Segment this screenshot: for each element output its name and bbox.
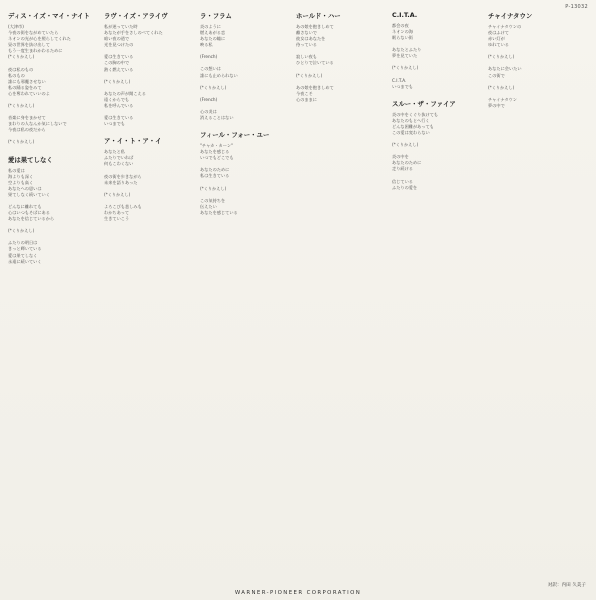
lyric-line: (French): [200, 96, 218, 102]
song-title: スルー・ザ・ファイア: [392, 99, 456, 108]
song-title: フィール・フォー・ユー: [200, 131, 270, 140]
lyric-line: (*くりかえし): [8, 228, 35, 234]
lyric-line: 今夜こそ: [296, 90, 313, 96]
lyric-line: 炎の中を: [392, 154, 409, 160]
lyric-line: 今夜の街をながめていたら: [8, 30, 59, 36]
lyric-column-5: [392, 8, 482, 197]
lyric-line: 私を呼んでいる: [104, 102, 134, 108]
lyric-line: 昼の世界を抜け出して: [8, 42, 50, 48]
song-gap: [392, 191, 482, 197]
lyric-line: (*くりかえし): [8, 139, 35, 145]
song-gap: [392, 90, 482, 96]
lyric-line: 眠らない街: [392, 35, 413, 41]
song-title: ア・イ・ト・ア・イ: [104, 137, 162, 146]
lyric-line: きっと輝いている: [8, 246, 42, 252]
lyric-line: どんな困難があっても: [392, 123, 434, 129]
lyric-line: あなたが手をさしのべてくれた: [104, 30, 163, 36]
lyric-line: 夜の街を歩きながら: [104, 173, 142, 179]
song-gap: [104, 127, 194, 133]
lyric-line: あなたのために: [392, 160, 422, 166]
lyric-line: わかちあって: [104, 209, 130, 215]
lyric-line: (*くりかえし): [296, 72, 323, 78]
lyric-line: あなたを感じている: [200, 209, 238, 215]
lyric-line: 空よりも高く: [8, 179, 34, 185]
lyric-line: いつまでも: [392, 83, 413, 89]
lyric-line: (French): [200, 54, 218, 60]
lyric-line: (大津市): [8, 24, 24, 29]
lyric-line: ふたりの愛を: [392, 184, 418, 190]
lyric-line: 光を見つけたの: [104, 42, 134, 48]
lyric-line: 待っている: [296, 42, 317, 48]
lyric-line: ふたりでいれば: [104, 155, 134, 161]
lyric-line: 伝えたい: [200, 203, 217, 209]
lyric-line: "チャカ・カーン": [200, 143, 233, 149]
song-gap: [104, 222, 194, 228]
song-gap: [8, 146, 98, 152]
lyric-line: 消えることはない: [200, 114, 234, 120]
lyric-line: 愛は生きている: [104, 54, 134, 60]
lyric-column-2: [104, 8, 194, 228]
lyric-line: 心はいつもそばにある: [8, 210, 50, 216]
lyric-line: あなたの瞳に: [200, 36, 226, 42]
song-title: ホールド・ハー: [296, 12, 341, 20]
lyric-line: 私が迷っていた時: [104, 24, 138, 29]
lyric-line: 遠くからでも: [104, 96, 130, 102]
lyric-line: 愛は果てしなく: [8, 252, 38, 258]
lyric-line: あなたを信じているから: [8, 216, 55, 222]
lyric-line: あなたに会いたい: [488, 66, 522, 72]
lyric-line: 信じている: [392, 178, 413, 184]
lyric-line: 愛は生きている: [104, 115, 134, 121]
lyric-line: 音楽に身をまかせて: [8, 115, 46, 121]
lyric-line: あなたの声が聞こえる: [104, 90, 146, 96]
lyric-line: 夜は私のもの: [8, 66, 34, 72]
lyric-line: あなたを感じる: [200, 149, 230, 155]
song-title: チャイナタウン: [488, 12, 533, 20]
song-gap: [8, 265, 98, 271]
song-gap: [488, 109, 578, 115]
lyric-line: あの娘を抱きしめて: [296, 24, 334, 29]
lyric-line: チャイナタウンの: [488, 24, 522, 29]
lyric-line: 炎の中をくぐり抜けても: [392, 111, 439, 117]
lyric-line: 夢の中で: [488, 102, 505, 108]
lyric-line: 炎のように: [200, 24, 221, 29]
lyric-line: もう一度生まれかわるために: [8, 48, 63, 54]
lyric-line: 走り続ける: [392, 166, 413, 172]
lyric-line: この胸の中で: [104, 60, 130, 66]
lyric-line: 果てしなく続いていく: [8, 191, 50, 197]
lyric-line: 海よりも深く: [8, 173, 34, 179]
song-gap: [296, 103, 386, 109]
lyric-line: 私の愛は: [8, 167, 25, 173]
lyric-line: 暗い夜の道で: [104, 36, 130, 42]
lyric-line: (*くりかえし): [8, 54, 35, 60]
lyric-line: 何もこわくない: [104, 161, 134, 167]
lyric-line: 都会の夜: [392, 23, 409, 28]
lyric-line: (*くりかえし): [392, 65, 419, 71]
lyric-column-4: [296, 8, 386, 109]
lyric-line: 誰にも止められない: [200, 72, 238, 78]
lyric-line: 心のままに: [296, 96, 317, 102]
lyric-line: (*くりかえし): [200, 185, 227, 191]
lyric-line: 永遠に続いていく: [8, 258, 42, 264]
lyric-line: ひとりで泣いている: [296, 60, 334, 66]
lyric-line: チャイナタウン: [488, 96, 517, 102]
lyric-line: ゆれている: [488, 42, 509, 48]
song-title: ディス・イズ・マイ・ナイト: [8, 12, 90, 20]
lyric-line: いつまでも: [104, 121, 125, 127]
lyric-line: あなたへの思いは: [8, 185, 42, 191]
lyric-line: あなたとふたり: [392, 47, 422, 53]
lyric-line: 熱く燃えている: [104, 66, 134, 72]
lyric-line: まわりの人なんか気にしないで: [8, 121, 67, 127]
lyric-line: 生きていこう: [104, 215, 130, 221]
song-gap: [200, 121, 290, 127]
lyric-line: 寂しい夜も: [296, 54, 317, 60]
lyric-line: 夢を見ていた: [392, 53, 418, 59]
song-title: ラヴ・イズ・アライヴ: [104, 12, 168, 20]
lyric-line: 私の踊る姿をみて: [8, 84, 42, 90]
song-title: C.I.T.A.: [392, 11, 418, 19]
lyric-line: (*くりかえし): [104, 78, 131, 84]
lyric-line: あなたのために: [200, 167, 230, 173]
lyric-line: 今夜は私の夜だから: [8, 127, 46, 133]
lyric-line: (*くりかえし): [488, 54, 515, 60]
lyric-line: 離さないで: [296, 30, 317, 36]
lyric-line: C.I.T.A.: [392, 77, 407, 83]
catalog-number: P-13032: [565, 4, 588, 10]
lyric-line: 心の炎は: [200, 108, 217, 114]
lyric-line: この愛は変わらない: [392, 130, 430, 136]
lyric-line: ふたりの明日は: [8, 240, 38, 246]
lyric-line: 誰にも邪魔させない: [8, 78, 46, 84]
lyric-column-1: [8, 8, 98, 271]
lyric-line: 夜はふけて: [488, 30, 509, 36]
song-gap: [200, 216, 290, 222]
lyric-line: 私のもの: [8, 72, 25, 78]
lyric-line: 心を奪われていいのよ: [8, 90, 50, 96]
translator-credit: 対訳：内田 久美子: [547, 583, 586, 588]
lyric-column-3: [200, 8, 290, 222]
lyric-line: 燃えあがる恋: [200, 30, 226, 36]
lyric-line: この街で: [488, 72, 505, 78]
lyric-column-6: [488, 8, 578, 115]
lyric-line: あの娘を抱きしめて: [296, 84, 334, 90]
lyric-line: よろこびも悲しみも: [104, 203, 142, 209]
publisher-footer: WARNER-PIONEER CORPORATION: [234, 590, 362, 596]
lyric-line: 未来を語りあった: [104, 179, 138, 185]
lyric-line: 彼女はあなたを: [296, 36, 326, 42]
lyric-line: (*くりかえし): [104, 191, 131, 197]
lyric-line: (*くりかえし): [392, 142, 419, 148]
song-title: ラ・フラム: [200, 12, 232, 20]
lyric-line: あなたと私: [104, 149, 125, 155]
lyric-line: 映る私: [200, 42, 213, 48]
lyric-line: 赤い灯が: [488, 36, 505, 42]
lyric-line: あなたのもとへ行く: [392, 117, 430, 123]
song-title: 愛は果てしなく: [8, 155, 53, 164]
lyric-line: この気持ちを: [200, 197, 226, 203]
lyric-line: (*くりかえし): [8, 103, 35, 109]
lyric-line: ネオンの光が心を照らしてくれた: [8, 36, 71, 42]
lyric-line: 私は生きている: [200, 173, 230, 179]
lyric-line: ネオンの海: [392, 29, 413, 35]
lyric-line: いつでもどこでも: [200, 155, 234, 161]
lyric-line: この想いは: [200, 66, 221, 72]
lyric-line: (*くりかえし): [200, 84, 227, 90]
lyric-line: どんなに離れても: [8, 203, 42, 209]
lyric-line: (*くりかえし): [488, 84, 515, 90]
